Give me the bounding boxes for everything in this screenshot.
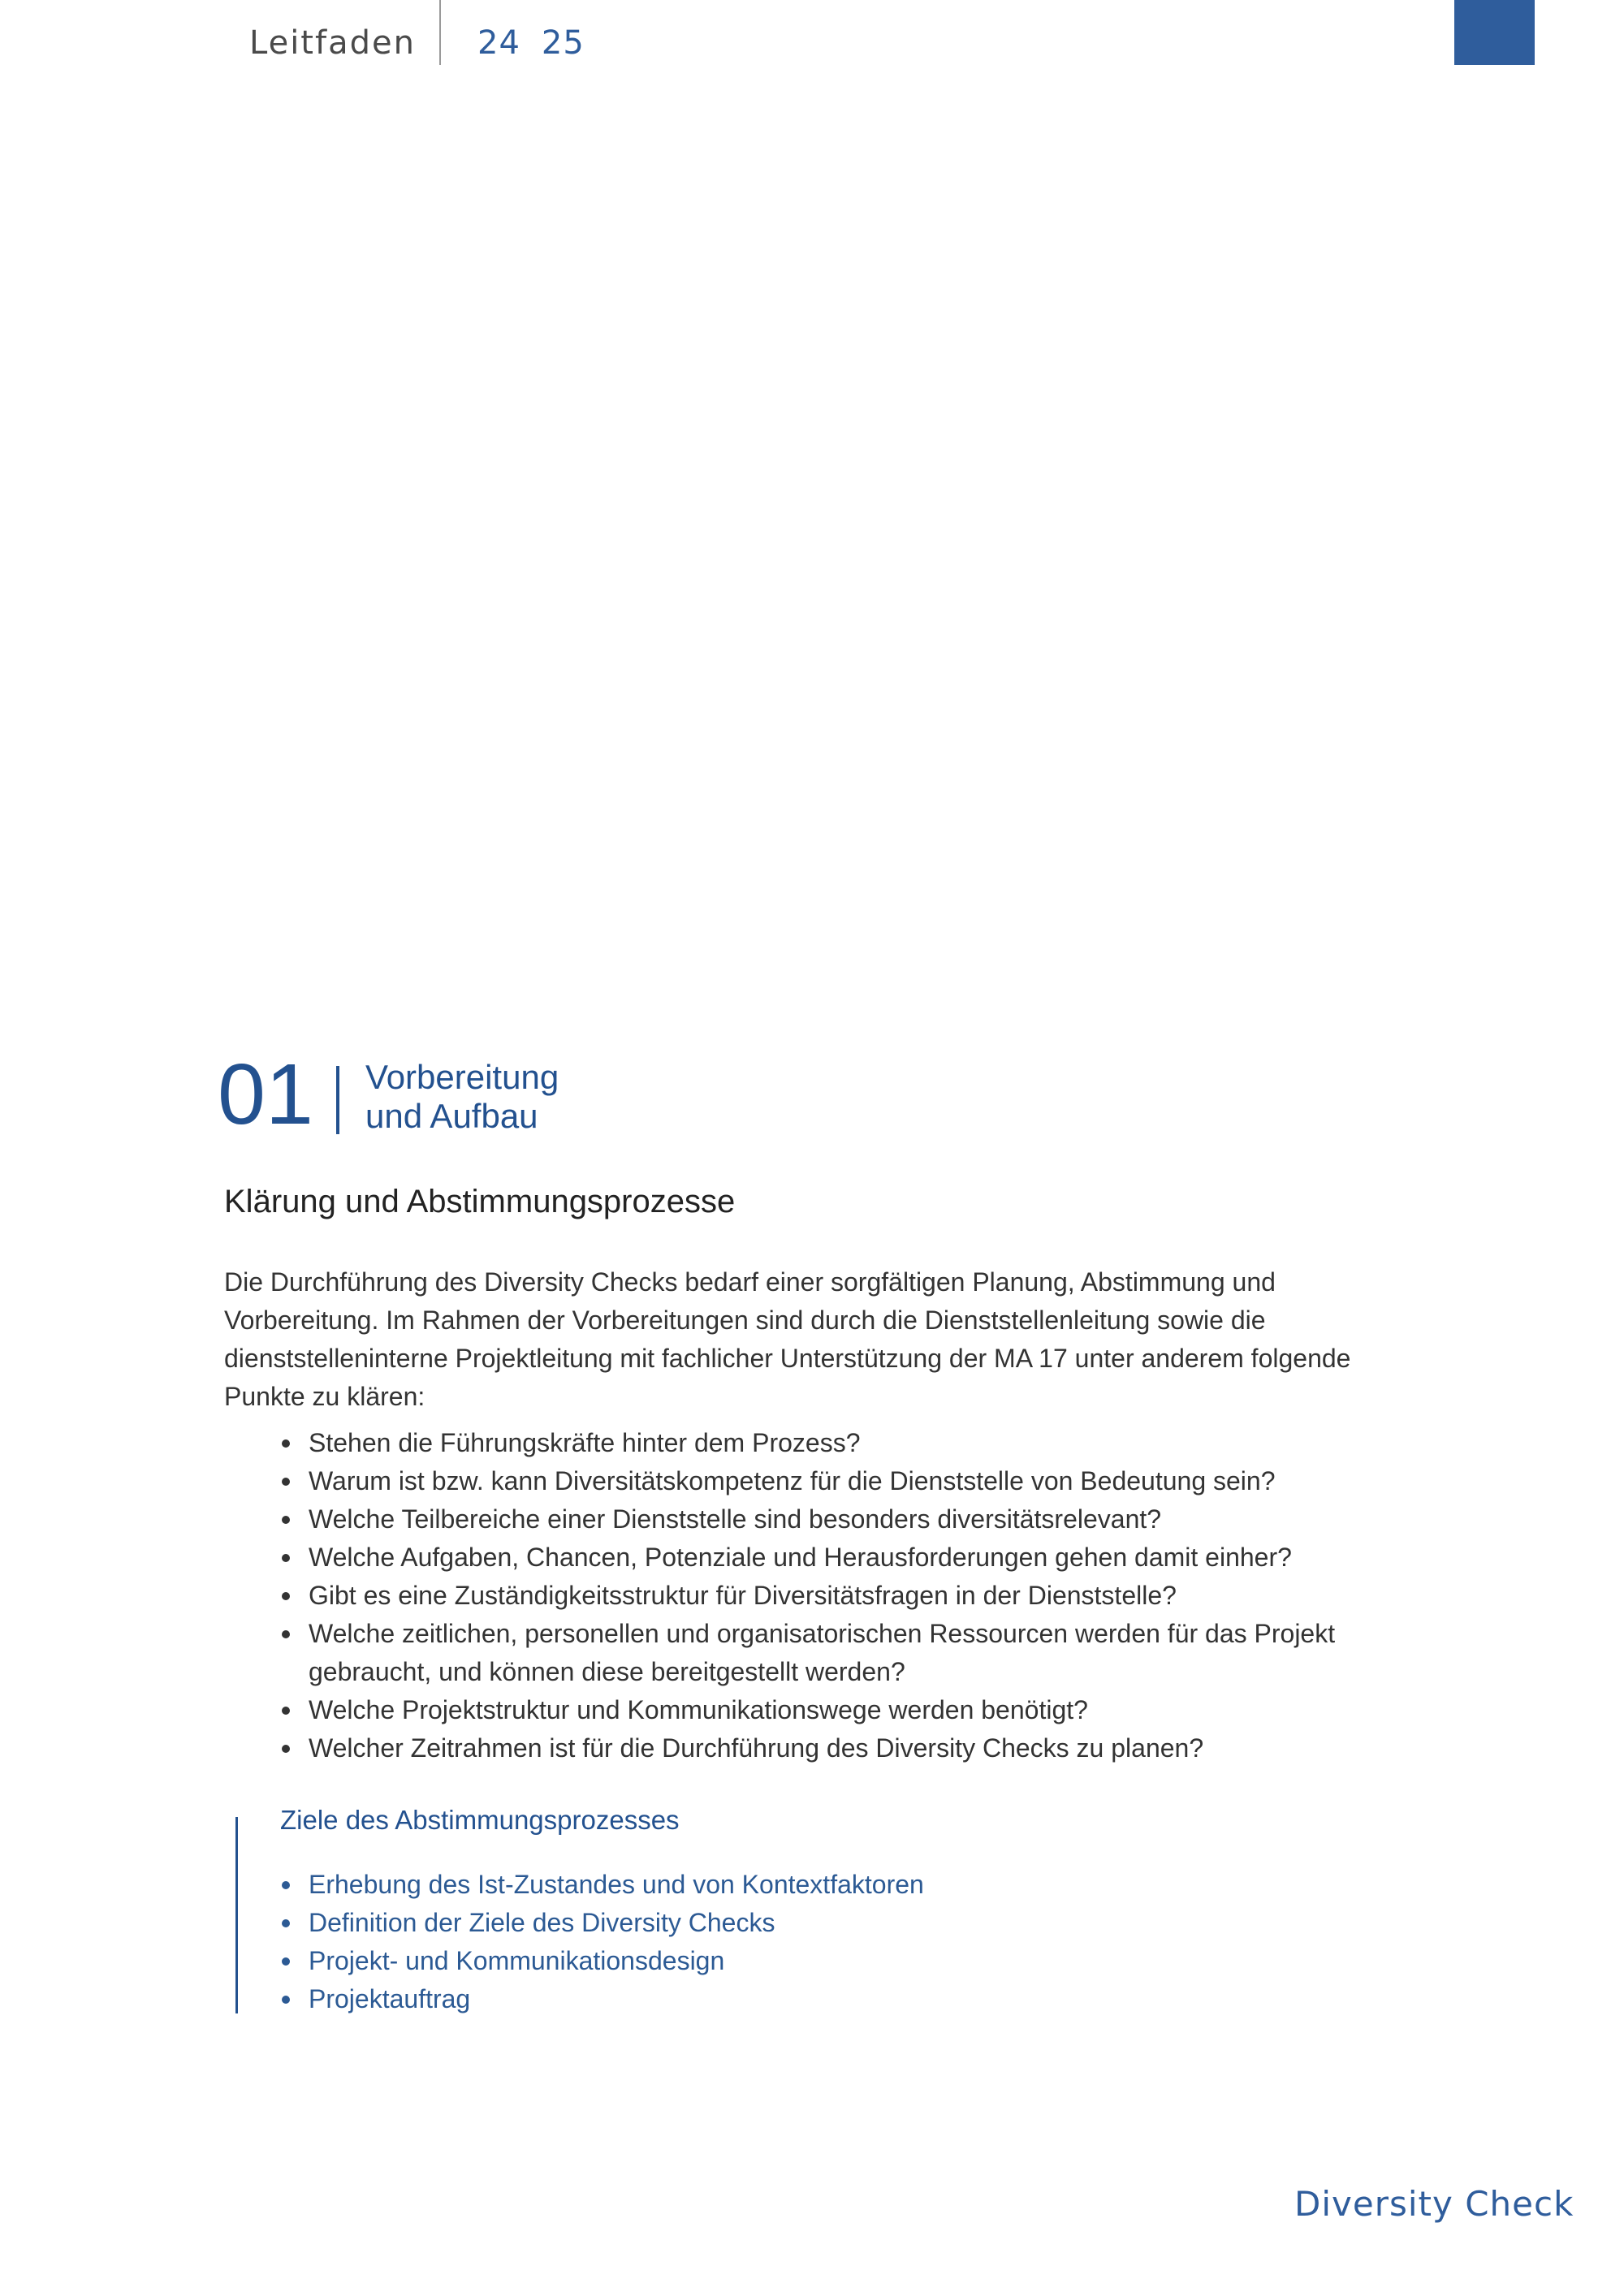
list-item: Stehen die Führungskräfte hinter dem Prozess? — [278, 1424, 1415, 1462]
list-item: Welche Aufgaben, Chancen, Potenziale und Herausforderungen gehen damit einher? — [278, 1539, 1415, 1577]
list-item: Definition der Ziele des Diversity Checks — [278, 1904, 1333, 1942]
section-heading: Klärung und Abstimmungsprozesse — [224, 1184, 736, 1219]
goals-list — [278, 1866, 1333, 2018]
goals-heading: Ziele des Abstimmungsprozesses — [280, 1805, 680, 1835]
chapter-title — [365, 1058, 559, 1136]
list-item: Welche Projektstruktur und Kommunikationswege werden benötigt? — [278, 1691, 1415, 1729]
chapter-title-line-1: Vorbereitung — [365, 1058, 559, 1096]
running-header-title: Leitfaden — [249, 24, 416, 62]
chapter-divider — [336, 1066, 339, 1134]
chapter-number: 01 — [218, 1047, 313, 1142]
page-number-right: 25 — [541, 24, 585, 62]
list-item: Gibt es eine Zuständigkeitsstruktur für Diversitätsfragen in der Dienststelle? — [278, 1577, 1415, 1615]
chapter-title-line-2: und Aufbau — [365, 1097, 538, 1135]
list-item: Projektauftrag — [278, 1980, 1333, 2018]
goals-accent-bar — [235, 1817, 238, 2013]
page-number-left: 24 — [477, 24, 520, 62]
footer-brand: Diversity Check — [1294, 2184, 1574, 2224]
intro-paragraph: Die Durchführung des Diversity Checks bedarf einer sorgfältigen Planung, Abstimmung und Vorbereitung. Im Rahmen der Vorbereitungen sind durch die Dienststellenleitung sowie die dienststelleninterne Projektleitung mit fachlicher Unterstützung der MA 17 unter anderem folgende Punkte zu klären: — [224, 1267, 1351, 1411]
list-item: Welcher Zeitrahmen ist für die Durchführung des Diversity Checks zu planen? — [278, 1729, 1415, 1767]
questions-list — [278, 1424, 1415, 1767]
page-numbers — [477, 24, 585, 62]
list-item: Warum ist bzw. kann Diversitätskompetenz für die Dienststelle von Bedeutung sein? — [278, 1462, 1415, 1500]
corner-color-block — [1454, 0, 1535, 65]
list-item: Welche Teilbereiche einer Dienststelle sind besonders diversitätsrelevant? — [278, 1500, 1415, 1539]
header-divider — [439, 0, 441, 65]
list-item: Projekt- und Kommunikationsdesign — [278, 1942, 1333, 1980]
list-item: Erhebung des Ist-Zustandes und von Kontextfaktoren — [278, 1866, 1333, 1904]
list-item: Welche zeitlichen, personellen und organisatorischen Ressourcen werden für das Projekt gebraucht, und können diese bereitgestellt werden? — [278, 1615, 1415, 1691]
